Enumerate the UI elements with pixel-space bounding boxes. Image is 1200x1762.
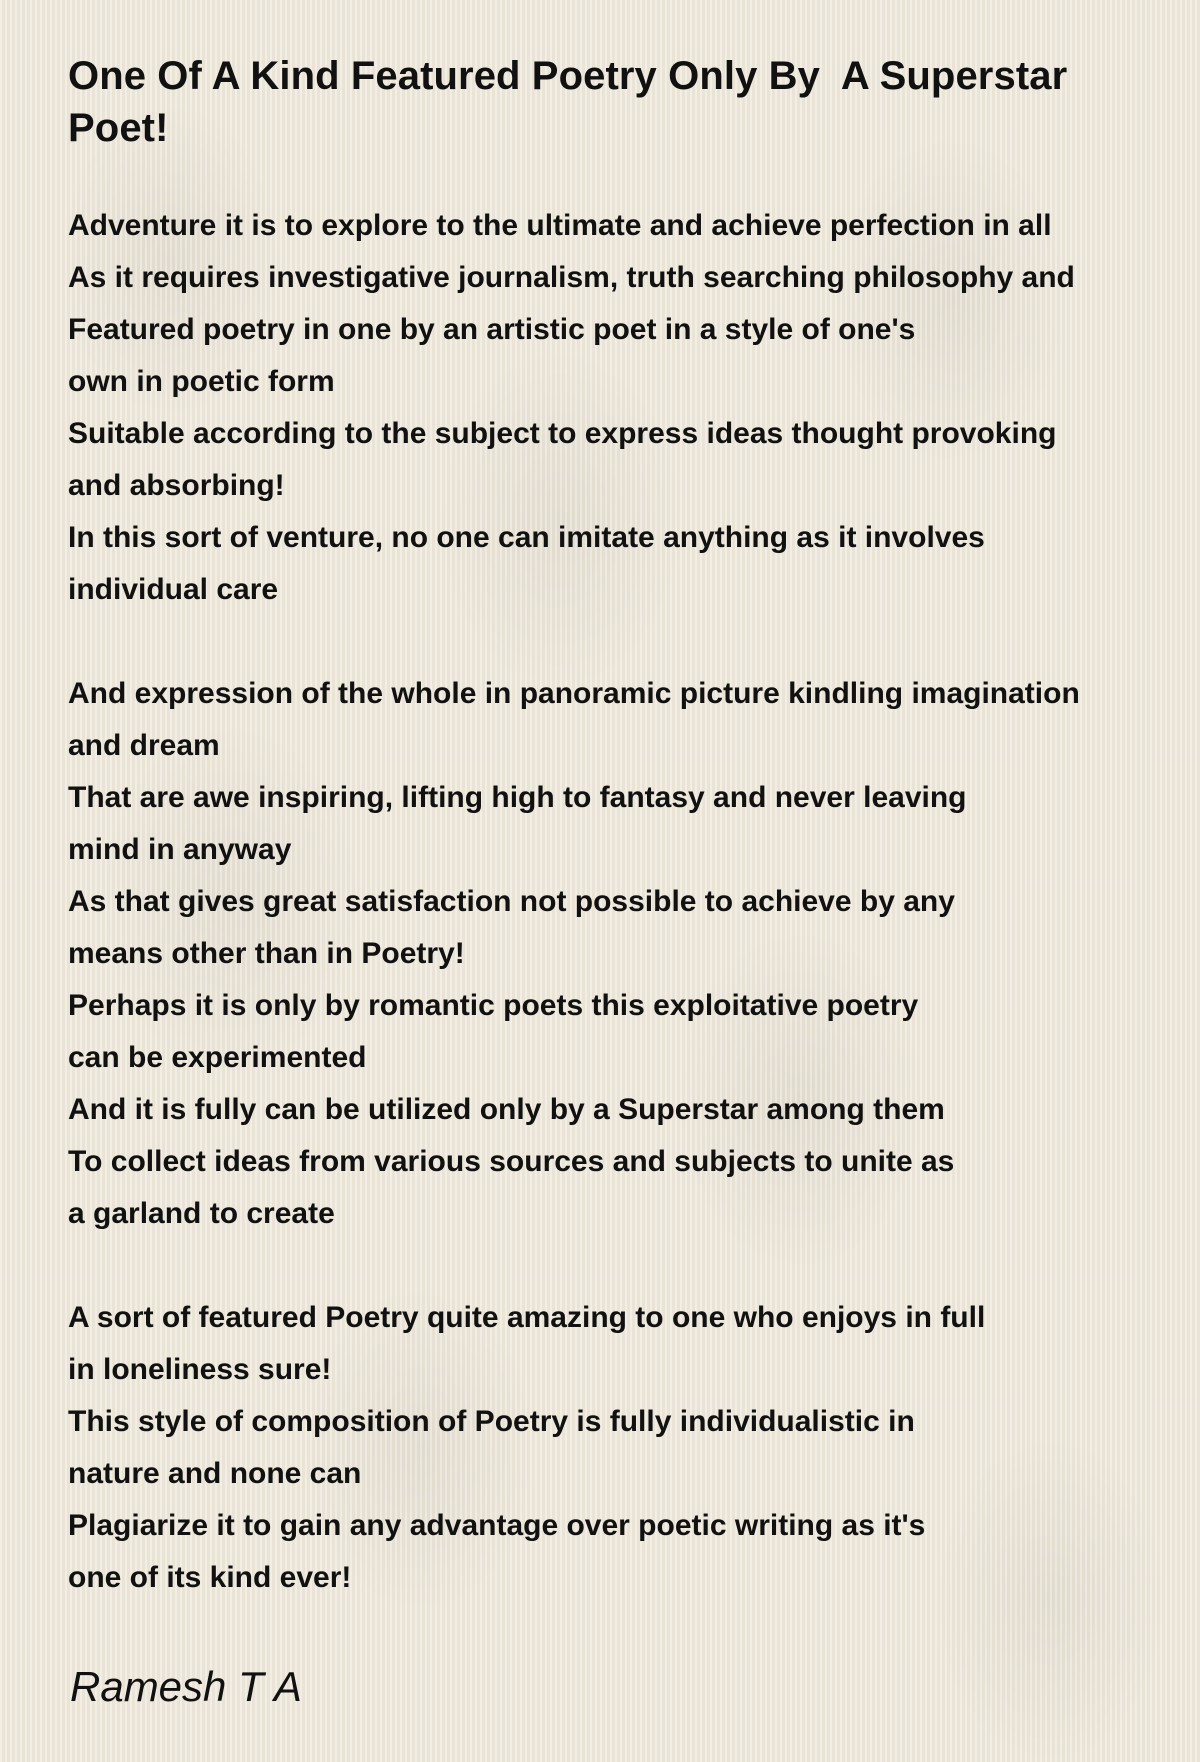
- poem-line: means other than in Poetry!: [68, 937, 465, 970]
- poem-line: mind in anyway: [68, 833, 292, 866]
- poem-line: That are awe inspiring, lifting high to fantasy and never leaving: [68, 781, 967, 814]
- poem-author: Ramesh T A: [70, 1663, 302, 1710]
- poem-line: To collect ideas from various sources and subjects to unite as: [68, 1145, 955, 1178]
- poem-line: individual care: [68, 573, 279, 606]
- poem-line: can be experimented: [68, 1041, 367, 1074]
- poem-line: Plagiarize it to gain any advantage over poetic writing as it's: [68, 1509, 926, 1542]
- poem-stanza-3: [68, 1292, 1178, 1604]
- poem-title: One Of A Kind Featured Poetry Only By A Superstar Poet!: [68, 54, 1079, 150]
- poem-line: Suitable according to the subject to express ideas thought provoking: [68, 417, 1057, 450]
- poem-line: A sort of featured Poetry quite amazing to one who enjoys in full: [68, 1301, 986, 1334]
- poem-line: a garland to create: [68, 1197, 335, 1230]
- poem-line: own in poetic form: [68, 365, 335, 398]
- poem-line: And expression of the whole in panoramic picture kindling imagination: [68, 677, 1080, 710]
- poem-stanza-1: [68, 200, 1178, 616]
- poem-line: nature and none can: [68, 1457, 362, 1490]
- poem-line: and dream: [68, 729, 220, 762]
- poem-line: As it requires investigative journalism, truth searching philosophy and: [68, 261, 1075, 294]
- poem-line: Adventure it is to explore to the ultimate and achieve perfection in all: [68, 209, 1052, 242]
- poem-page: [68, 50, 1178, 1604]
- poem-line: and absorbing!: [68, 469, 285, 502]
- poem-body: [68, 200, 1178, 1604]
- poem-line: Perhaps it is only by romantic poets this exploitative poetry: [68, 989, 919, 1022]
- poem-line: in loneliness sure!: [68, 1353, 332, 1386]
- poem-line: In this sort of venture, no one can imitate anything as it involves: [68, 521, 985, 554]
- poem-line: one of its kind ever!: [68, 1561, 352, 1594]
- poem-line: This style of composition of Poetry is fully individualistic in: [68, 1405, 915, 1438]
- poem-stanza-2: [68, 668, 1178, 1240]
- poem-line: As that gives great satisfaction not possible to achieve by any: [68, 885, 955, 918]
- poem-line: Featured poetry in one by an artistic poet in a style of one's: [68, 313, 916, 346]
- poem-line: And it is fully can be utilized only by a Superstar among them: [68, 1093, 945, 1126]
